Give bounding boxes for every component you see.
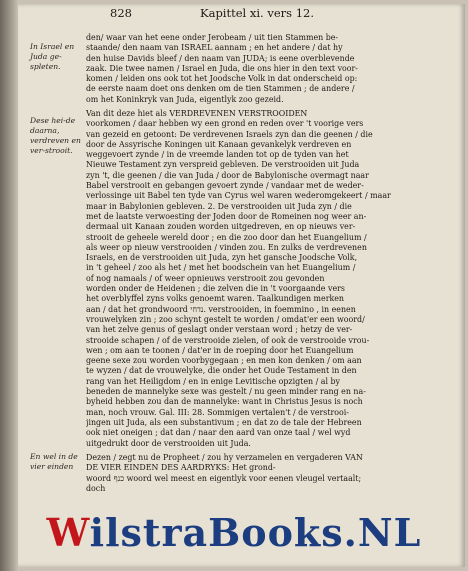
logo-red-letter: W (46, 510, 90, 555)
book-spine (0, 0, 18, 571)
text-line: in 't geheel / zoo als het / met het boodschein van het Euangelium / (86, 263, 356, 273)
text-line: staande/ den naam van ISRAEL aannam ; en het andere / dat hy (86, 43, 343, 53)
text-line: jingen uit Juda, als een substantivum ; en dat zo de tale der Hebreen (86, 417, 362, 427)
text-line: doch (86, 483, 106, 493)
text-line: verlossinge uit Babel ten tyde van Cyrus wel waren wederomgekeert / maar (86, 191, 391, 201)
text-line: de eerste naam doet ons denken om de tien Stammen ; de andere / (86, 84, 355, 94)
text-line: den/ waar van het eene onder Jerobeam / uit tien Stammen be- (86, 33, 339, 42)
logo-blue-text: ilstraBooks.NL (89, 510, 422, 555)
chapter-heading: Kapittel xi. vers 12. (200, 6, 314, 20)
text-line: maar in Babylonien gebleven. 2. De verstrooiden uit Juda zyn / die (86, 201, 352, 211)
text-line: Nieuwe Testament zyn verspreid gebleven. De verstrooiden uit Juda (86, 160, 360, 170)
text-line: Van dit deze hiet als VERDREVENEN VERSTROOIDEN (86, 109, 308, 118)
text-line: om het Koninkryk van Juda, eigentlyk zoo gezeid. (86, 94, 284, 104)
text-line: den huise Davids bleef / den naam van JUDA; is eene overblevende (86, 53, 355, 63)
text-line: zyn 't, die geenen / die van Juda / door de Babylonische overmagt naar (86, 170, 369, 180)
text-block-2 (86, 109, 446, 449)
text-line: door de Assyrische Koningen uit Kanaan gevankelyk verdreven en (86, 139, 352, 149)
text-line: woord כנף woord wel meest en eigentlyk voor eenen vleugel vertaalt; (86, 473, 362, 483)
text-line: te wyzen / dat de vrouwelyke, die onder het Oude Testament in den (86, 366, 357, 376)
text-line: DE VIER EINDEN DES AARDRYKS: Het grond- (86, 463, 276, 473)
text-line: of nog namaals / of weer opnieuws verstrooit zou gevonden (86, 273, 325, 283)
text-line: ook niet oneigen ; dat dan / naar den aard van onze taal / wel wyd (86, 428, 351, 438)
text-line: geene sexe zou worden voorbygegaan ; en men kon denken / om aan (86, 356, 362, 366)
text-line: Israels, en de verstrooiden uit Juda, zyn het gansche Joodsche Volk, (86, 253, 358, 263)
text-line: byheid hebben zou dan de mannelyke: want in Christus Jesus is noch (86, 397, 363, 407)
text-line: Babel verstrooit en gebangen gevoert zynde / vandaar met de weder- (86, 181, 364, 191)
text-line: dermaal uit Kanaan zouden worden uitgedreven, en op nieuws ver- (86, 222, 356, 232)
text-line: strooit de geheele wereld door ; en die zoo door dan het Euangelium / (86, 232, 367, 242)
text-line: aan / dat het grondwoord נדחי. verstrooiden, in foemmino , in eenen (86, 304, 356, 314)
text-line: van het zelve genus of geslagt onder verstaan word ; hetzy de ver- (86, 325, 353, 335)
text-block-1 (86, 33, 446, 105)
text-line: uitgedrukt door de verstrooiden uit Juda. (86, 438, 251, 448)
text-line: voorkomen / daar hebben wy een grond en reden over 't voorige vers (86, 119, 364, 129)
text-line: met de laatste verwoesting der Joden door de Romeinen nog weer an- (86, 211, 367, 221)
text-line: wen ; om aan te toonen / dat'er in de roeping door het Euangelium (86, 345, 354, 355)
margin-note: Dese hei-de daarna, verdreven en ver-strooit. (30, 116, 81, 155)
text-line: worden onder de Heidenen ; die zelven die in 't voorgaande vers (86, 284, 345, 294)
margin-note: En wel in de vier einden (30, 452, 78, 471)
text-line: Dezen / zegt nu de Propheet / zou hy verzamelen en vergaderen VAN (86, 453, 363, 462)
text-line: strooide schapen / of de verstrooide zielen, of ook de verstrooide vrou- (86, 335, 370, 345)
text-line: vrouwelyken zin ; zoo schynt gestelt te worden / omdat'er een woord/ (86, 314, 365, 324)
text-line: komen / leiden ons ook tot het Joodsche Volk in dat onderscheid op: (86, 74, 358, 84)
wilstrabooks-logo (0, 510, 468, 555)
text-block-3 (86, 453, 446, 494)
text-line: man, noch vrouw. Gal. III: 28. Sommigen vertalen't / de verstrooi- (86, 407, 349, 417)
text-line: zaak. Die twee namen / Israel en Juda, die ons hier in den text voor- (86, 63, 358, 73)
text-line: het overblyffel zyns volks genoemt waren. Taalkundigen merken (86, 294, 344, 304)
page-number: 828 (110, 6, 132, 20)
text-line: weggevoert zynde / in de vreemde landen tot op de tyden van het (86, 150, 349, 160)
text-line: van gezeid en getoont: De verdrevenen Israels zyn dan die geenen / die (86, 129, 373, 139)
text-line: rang van het Heiligdom / en in enige Levitische opzigten / al by (86, 376, 340, 386)
text-line: als weer op nieuw verstrooiden / vinden zou. En zulks de verdrevenen (86, 242, 367, 252)
margin-note: In Israel en Juda ge-spleten. (30, 42, 75, 71)
text-line: beneden de mannelyke sexe was gestelt / nu geen minder rang en na- (86, 387, 366, 397)
